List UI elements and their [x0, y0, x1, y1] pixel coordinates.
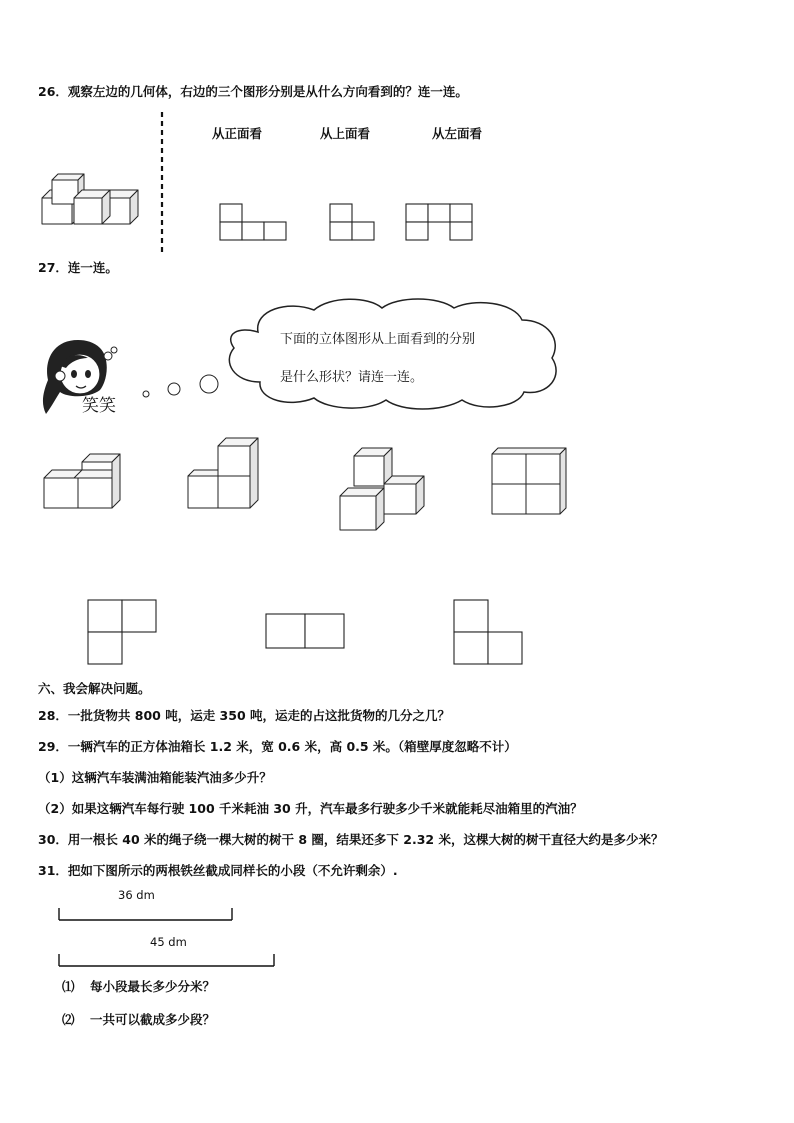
q27-view-1 [88, 600, 158, 666]
wire-2 [58, 954, 278, 968]
q31-sub-2: 一共可以截成多少段？ [90, 1012, 216, 1027]
label-front-view: 从正面看 [212, 126, 263, 141]
section-6-heading: 六、我会解决问题。 [38, 681, 151, 696]
thought-bubble [218, 296, 566, 414]
q30-text: 30．用一根长 40 米的绳子绕一棵大树的树干 8 圈，结果还多下 2.32 米，这棵大树的树干直径大约是多少米？ [38, 832, 664, 847]
q26-text: 26．观察左边的几何体，右边的三个图形分别是从什么方向看到的？连一连。 [38, 84, 468, 99]
wire-1 [58, 908, 236, 922]
q31-sub-2-number: ⑵ [62, 1012, 75, 1027]
q26-view-a [220, 204, 290, 244]
q27-view-3 [454, 600, 526, 666]
q27-view-2 [266, 614, 348, 652]
q26-view-c [406, 204, 476, 244]
bubble-line-2: 是什么形状？请连一连。 [280, 370, 424, 385]
q27-solid-1 [44, 452, 126, 512]
divider-dashed-line [160, 112, 164, 252]
q27-text: 27．连一连。 [38, 260, 118, 275]
bubble-line-1: 下面的立体图形从上面看到的分别 [280, 332, 476, 347]
q28-text: 28．一批货物共 800 吨，运走 350 吨，运走的占这批货物的几分之几？ [38, 708, 450, 723]
wire-2-label: 45 dm [150, 935, 187, 949]
label-left-view: 从左面看 [432, 126, 483, 141]
q27-solid-3 [340, 446, 430, 532]
q26-view-b [330, 204, 378, 244]
wire-1-label: 36 dm [118, 888, 155, 902]
q27-solid-2 [188, 436, 266, 512]
q29-sub-2: （2）如果这辆汽车每行驶 100 千米耗油 30 升，汽车最多行驶多少千米就能耗尽油箱里的汽油？ [38, 801, 583, 816]
thought-dots [140, 372, 220, 400]
q31-sub-1-number: ⑴ [62, 979, 75, 994]
girl-name: 笑笑 [82, 396, 116, 416]
q31-sub-1: 每小段最长多少分米？ [90, 979, 216, 994]
q27-solid-4 [492, 446, 570, 516]
q29-text: 29．一辆汽车的正方体油箱长 1.2 米，宽 0.6 米，高 0.5 米。（箱壁厚度忽略不计） [38, 739, 517, 754]
q29-sub-1: （1）这辆汽车装满油箱能装汽油多少升？ [38, 770, 272, 785]
q31-text: 31．把如下图所示的两根铁丝截成同样长的小段（不允许剩余）. [38, 863, 398, 878]
label-top-view: 从上面看 [320, 126, 371, 141]
q26-solid-figure [38, 168, 148, 230]
